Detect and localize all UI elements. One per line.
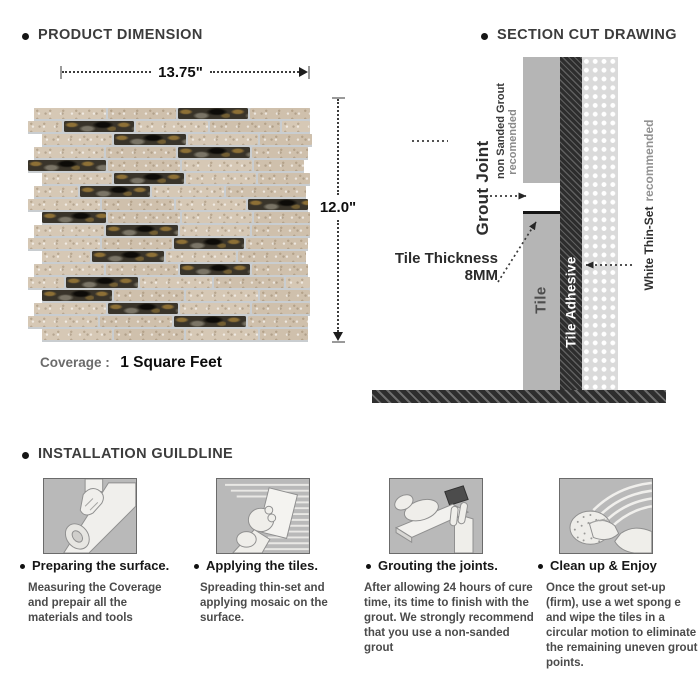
- mosaic-strip-beige: [258, 173, 310, 184]
- thinset-label-note: recommended: [642, 119, 656, 202]
- mosaic-strip-beige: [186, 290, 258, 301]
- mosaic-row: [28, 121, 310, 134]
- installation-title: INSTALLATION GUILDLINE: [38, 446, 234, 462]
- section-cut-title: SECTION CUT DRAWING: [497, 27, 677, 43]
- arrow-down-icon: [333, 332, 343, 341]
- mosaic-row: [28, 277, 310, 290]
- tile-layer: [523, 57, 560, 390]
- mosaic-strip-beige: [252, 225, 310, 236]
- mosaic-strip-beige: [34, 147, 104, 158]
- mosaic-tile-image: [28, 108, 314, 342]
- thinset-label: [642, 119, 656, 290]
- mosaic-strip-dark: [174, 316, 246, 327]
- dotted-line: [210, 71, 299, 73]
- height-dimension-line: [315, 97, 361, 343]
- mosaic-strip-dark: [114, 173, 184, 184]
- mosaic-strip-dark: [66, 277, 138, 288]
- step4-title-row: [538, 559, 700, 574]
- mosaic-strip-dark: [174, 238, 244, 249]
- mosaic-strip-beige: [214, 277, 284, 288]
- mosaic-strip-beige: [34, 108, 106, 119]
- mosaic-strip-beige: [254, 160, 304, 171]
- mosaic-strip-beige: [28, 316, 98, 327]
- mosaic-strip-beige: [176, 199, 246, 210]
- bullet-icon: [194, 564, 199, 569]
- step3-description: After allowing 24 hours of cure time, its time to finish with the grout. We strongly recommend that you use a non-sanded grout: [364, 582, 534, 654]
- mosaic-strip-beige: [28, 199, 100, 210]
- step2-title-row: [194, 559, 370, 574]
- mosaic-strip-dark: [42, 290, 112, 301]
- grout-float-illustration: [390, 479, 482, 553]
- thinset-label-bold: White Thin-Set: [642, 206, 656, 291]
- mosaic-strip-beige: [254, 212, 310, 223]
- step3-title: Grouting the joints.: [378, 558, 498, 573]
- mosaic-row: [34, 303, 310, 316]
- mosaic-row: [28, 160, 304, 173]
- mosaic-strip-dark: [178, 108, 248, 119]
- mosaic-strip-beige: [114, 290, 184, 301]
- mosaic-strip-beige: [34, 303, 106, 314]
- mosaic-strip-beige: [42, 173, 112, 184]
- grout-joint-gap: [523, 183, 560, 211]
- coverage-label: Coverage :: [40, 355, 110, 370]
- step2-description: Spreading thin-set and applying mosaic on the surface.: [200, 582, 328, 624]
- dotted-line: [62, 71, 151, 73]
- mosaic-strip-beige: [250, 108, 310, 119]
- surface-roll-illustration: [44, 479, 136, 553]
- mosaic-strip-beige: [136, 121, 208, 132]
- mosaic-strip-dark: [80, 186, 150, 197]
- mosaic-row: [28, 238, 308, 251]
- mosaic-row: [42, 251, 306, 264]
- mosaic-strip-beige: [108, 160, 180, 171]
- mosaic-strip-beige: [34, 186, 78, 197]
- mosaic-strip-beige: [42, 134, 112, 145]
- sponge-illustration: [560, 479, 652, 553]
- width-dimension-label: 13.75": [158, 63, 203, 81]
- mosaic-strip-beige: [180, 303, 250, 314]
- tile-thickness-label: [378, 251, 498, 284]
- mosaic-strip-dark: [28, 160, 106, 171]
- mosaic-strip-beige: [106, 147, 176, 158]
- bullet-icon: [22, 33, 29, 40]
- mosaic-strip-beige: [114, 329, 184, 340]
- grout-joint-label: Grout Joint: [473, 140, 492, 236]
- mosaic-strip-beige: [188, 134, 258, 145]
- mosaic-strip-beige: [106, 264, 178, 275]
- mosaic-strip-beige: [260, 329, 308, 340]
- bullet-icon: [538, 564, 543, 569]
- trowel-illustration: [217, 479, 309, 553]
- product-dimension-title: PRODUCT DIMENSION: [38, 27, 203, 43]
- mosaic-strip-beige: [252, 264, 308, 275]
- mosaic-row: [34, 147, 308, 160]
- mosaic-strip-beige: [152, 186, 224, 197]
- bullet-icon: [22, 452, 29, 459]
- mosaic-strip-beige: [286, 277, 310, 288]
- dimension-tick: [332, 341, 345, 343]
- mosaic-strip-beige: [28, 277, 64, 288]
- bullet-icon: [481, 33, 488, 40]
- mosaic-strip-beige: [226, 186, 306, 197]
- mosaic-row: [34, 108, 310, 121]
- mosaic-strip-dark: [64, 121, 134, 132]
- mosaic-row: [28, 316, 308, 329]
- mosaic-strip-beige: [260, 290, 310, 301]
- step1-title-row: [20, 559, 196, 574]
- bullet-icon: [366, 564, 371, 569]
- mosaic-strip-dark: [178, 147, 250, 158]
- mosaic-row: [42, 212, 310, 225]
- tile-edge-line: [523, 211, 560, 214]
- mosaic-strip-beige: [182, 160, 252, 171]
- mosaic-strip-beige: [42, 251, 90, 262]
- mosaic-strip-beige: [182, 212, 252, 223]
- mosaic-row: [42, 134, 312, 147]
- floor-hatch-bar: [372, 390, 666, 403]
- mosaic-row: [28, 199, 308, 212]
- mosaic-strip-beige: [34, 264, 104, 275]
- mosaic-strip-dark: [108, 303, 178, 314]
- dotted-line: [337, 220, 339, 332]
- step3-thumbnail: [389, 478, 483, 554]
- mosaic-strip-beige: [248, 316, 308, 327]
- mosaic-strip-dark: [42, 212, 106, 223]
- mosaic-strip-beige: [282, 121, 310, 132]
- mosaic-row: [42, 329, 308, 342]
- mosaic-strip-beige: [252, 147, 308, 158]
- mosaic-strip-dark: [92, 251, 164, 262]
- mosaic-strip-beige: [28, 121, 62, 132]
- grout-note-line2: recomended: [507, 109, 519, 175]
- mosaic-strip-beige: [102, 238, 172, 249]
- mosaic-strip-beige: [102, 199, 174, 210]
- bullet-icon: [20, 564, 25, 569]
- step4-title: Clean up & Enjoy: [550, 558, 657, 573]
- step3-title-row: [366, 559, 542, 574]
- mosaic-strip-dark: [106, 225, 178, 236]
- step1-title: Preparing the surface.: [32, 558, 170, 573]
- mosaic-row: [34, 186, 306, 199]
- mosaic-strip-beige: [210, 121, 280, 132]
- mosaic-strip-beige: [100, 316, 172, 327]
- coverage-line: [40, 354, 222, 372]
- mosaic-strip-beige: [260, 134, 312, 145]
- mosaic-strip-beige: [34, 225, 104, 236]
- mosaic-strip-beige: [42, 329, 112, 340]
- mosaic-strip-beige: [246, 238, 308, 249]
- mosaic-strip-beige: [166, 251, 236, 262]
- mosaic-row: [34, 225, 310, 238]
- step4-thumbnail: [559, 478, 653, 554]
- step4-description: Once the grout set-up (firm), use a wet spong e and wipe the tiles in a circular motion to eliminate the remaining uneven grout points.: [546, 582, 698, 669]
- grout-note-line1: non Sanded Grout: [495, 83, 507, 179]
- mosaic-strip-beige: [180, 225, 250, 236]
- mosaic-strip-beige: [186, 329, 258, 340]
- mosaic-strip-beige: [252, 303, 310, 314]
- coverage-value: 1 Square Feet: [120, 354, 222, 371]
- thinset-wall-layer: [582, 57, 618, 390]
- mosaic-strip-beige: [186, 173, 256, 184]
- tile-label: Tile: [532, 286, 550, 314]
- mosaic-strip-dark: [180, 264, 250, 275]
- mosaic-strip-dark: [248, 199, 308, 210]
- dotted-line: [337, 99, 339, 195]
- mosaic-row: [42, 173, 310, 186]
- height-dimension-label: 12.0": [319, 199, 357, 216]
- mosaic-strip-beige: [28, 238, 100, 249]
- width-dimension-line: [60, 64, 310, 80]
- step2-thumbnail: [216, 478, 310, 554]
- tile-thickness-value: 8MM: [464, 266, 498, 284]
- mosaic-row: [42, 290, 310, 303]
- step1-thumbnail: [43, 478, 137, 554]
- step2-title: Applying the tiles.: [206, 558, 318, 573]
- tile-adhesive-label: Tile Adhesive: [563, 256, 579, 348]
- mosaic-strip-beige: [108, 108, 176, 119]
- arrow-right-icon: [299, 67, 308, 77]
- dimension-tick: [308, 66, 310, 79]
- mosaic-strip-beige: [108, 212, 180, 223]
- tile-thickness-text: Tile Thickness: [394, 250, 498, 267]
- mosaic-strip-beige: [238, 251, 306, 262]
- mosaic-strip-dark: [114, 134, 186, 145]
- mosaic-strip-beige: [140, 277, 212, 288]
- step1-description: Measuring the Coverage and prepair all the materials and tools: [28, 582, 162, 624]
- mosaic-row: [34, 264, 308, 277]
